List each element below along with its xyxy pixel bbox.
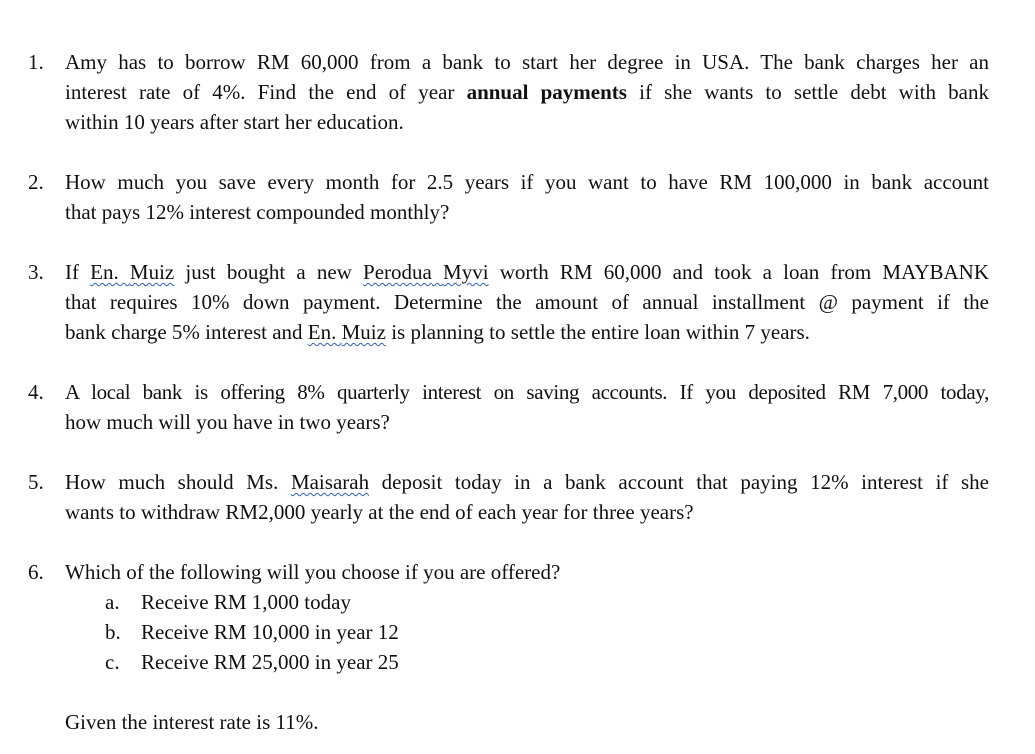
text-run: bank charge 5% interest and [65, 320, 308, 344]
spellcheck-word: En. [307, 320, 337, 344]
question-text [65, 377, 989, 437]
question-line: How much you save every month for 2.5 years if you want to have RM 100,000 in bank account [65, 170, 989, 194]
question-number: 2. [28, 170, 44, 194]
question-text [65, 257, 989, 347]
option-b [65, 617, 989, 647]
spellcheck-word: Muiz [129, 260, 175, 284]
text-run: interest rate of 4%. Find the end of year [65, 80, 467, 104]
text-run: just bought a new [174, 260, 364, 284]
text-run: If [65, 260, 91, 284]
option-text: Receive RM 1,000 today [141, 590, 351, 614]
question-text [65, 47, 989, 137]
question-number: 3. [28, 260, 44, 284]
text-run [432, 260, 443, 284]
question-line: how much will you have in two years? [65, 410, 390, 434]
question-number: 1. [28, 50, 44, 74]
spellcheck-word: Muiz [341, 320, 386, 344]
question-line: A local bank is offering 8% quarterly interest on saving accounts. If you deposited RM 7,000 today, [65, 380, 989, 404]
question-line [65, 257, 989, 287]
text-run [119, 260, 130, 284]
text-run: How much should Ms. [65, 470, 291, 494]
question-text [65, 167, 989, 227]
question-2 [28, 167, 989, 227]
option-letter: c. [105, 650, 120, 674]
question-number: 6. [28, 560, 44, 584]
spellcheck-word: Myvi [443, 260, 489, 284]
text-run: is planning to settle the entire loan within 7 years. [385, 320, 810, 344]
question-line [65, 77, 989, 107]
question-number: 4. [28, 380, 44, 404]
bold-term: annual payments [466, 80, 627, 104]
interest-rate-note: Given the interest rate is 11%. [65, 710, 319, 734]
text-run: if she wants to settle debt with bank [626, 80, 990, 104]
option-letter: b. [105, 620, 121, 644]
spellcheck-word: Maisarah [290, 470, 370, 494]
question-1 [28, 47, 989, 137]
option-text: Receive RM 10,000 in year 12 [141, 620, 399, 644]
question-3 [28, 257, 989, 347]
question-number: 5. [28, 470, 44, 494]
question-line: within 10 years after start her education. [65, 110, 404, 134]
option-a [65, 587, 989, 617]
question-line [65, 467, 989, 497]
question-5 [28, 467, 989, 527]
question-line: that requires 10% down payment. Determine the amount of annual installment @ payment if the [65, 290, 989, 314]
question-line [65, 317, 989, 347]
question-4 [28, 377, 989, 437]
option-letter: a. [105, 590, 120, 614]
spellcheck-word: En. [90, 260, 119, 284]
question-line: wants to withdraw RM2,000 yearly at the end of each year for three years? [65, 500, 694, 524]
question-6 [28, 557, 989, 587]
question-text [65, 557, 989, 587]
question-line: Amy has to borrow RM 60,000 from a bank to start her degree in USA. The bank charges her an [65, 50, 989, 74]
option-c [65, 647, 989, 677]
text-run: worth RM 60,000 and took a loan from MAYBANK [488, 260, 989, 284]
question-text [65, 467, 989, 527]
text-run: deposit today in a bank account that paying 12% interest if she [369, 470, 989, 494]
option-text: Receive RM 25,000 in year 25 [141, 650, 399, 674]
question-line: Which of the following will you choose if you are offered? [65, 560, 561, 584]
question-line: that pays 12% interest compounded monthly? [65, 200, 450, 224]
spellcheck-word: Perodua [363, 260, 432, 284]
